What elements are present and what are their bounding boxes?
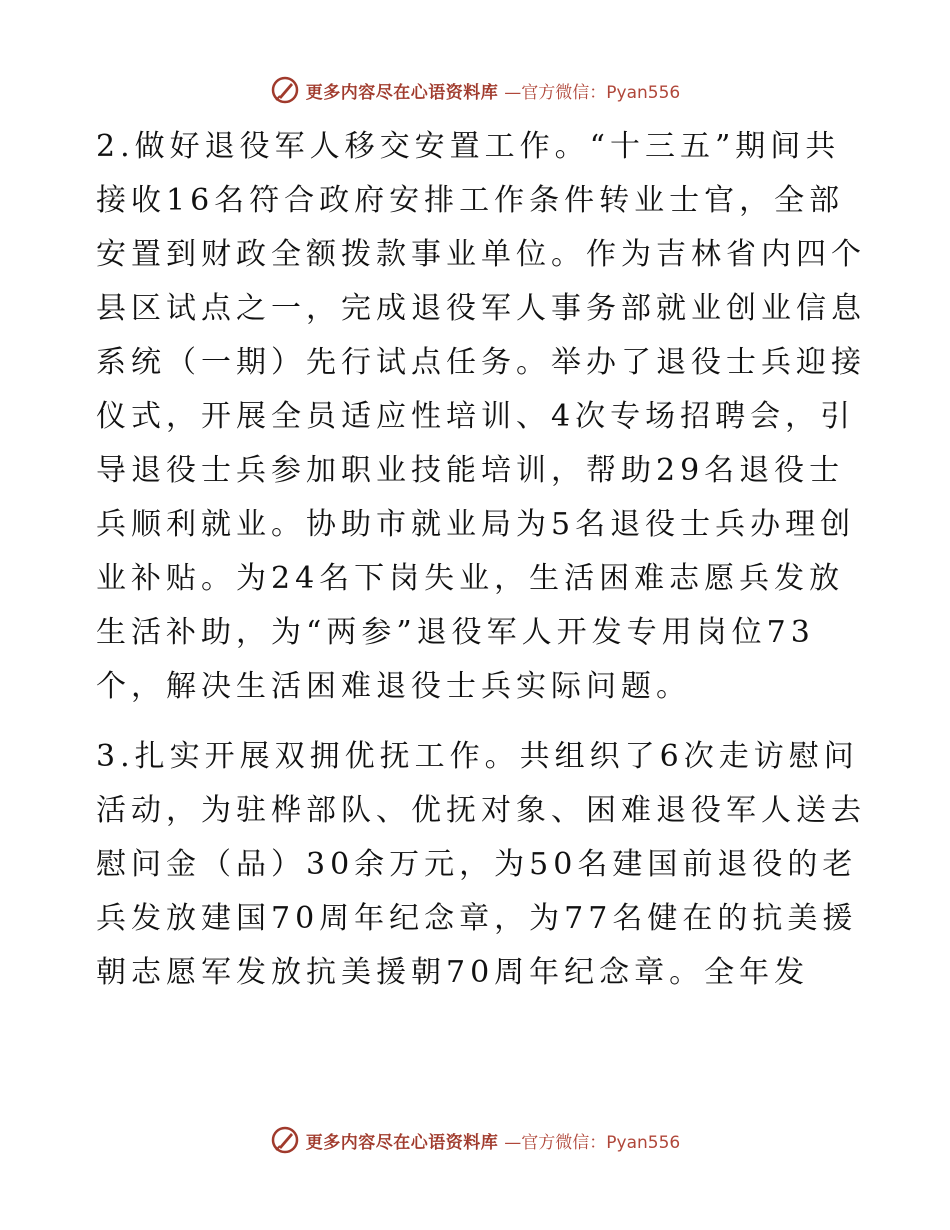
quill-logo-icon xyxy=(270,1125,300,1155)
watermark-wechat-text: —官方微信：Pyan556 xyxy=(504,82,681,103)
watermark-brand-text: 更多内容尽在心语资料库 xyxy=(305,82,499,103)
paragraph-resettlement: 2.做好退役军人移交安置工作。“十三五”期间共接收16名符合政府安排工作条件转业士官，全部安置到财政全额拨款事业单位。作为吉林省内四个县区试点之一，完成退役军人事务部就业创业信息系统（一期）先行试点任务。举办了退役士兵迎接仪式，开展全员适应性培训、4次专场招聘会，引导退役士兵参加职业技能培训，帮助29名退役士兵顺利就业。协助市就业局为5名退役士兵办理创业补贴。为24名下岗失业，生活困难志愿兵发放生活补助，为“两参”退役军人开发专用岗位73个，解决生活困难退役士兵实际问题。 xyxy=(96,129,866,704)
watermark-brand-text: 更多内容尽在心语资料库 xyxy=(305,1132,499,1153)
quill-logo-icon xyxy=(270,75,300,105)
footer-watermark xyxy=(0,1123,950,1157)
document-body xyxy=(96,120,866,1000)
paragraph-support-military: 3.扎实开展双拥优抚工作。共组织了6次走访慰问活动，为驻桦部队、优抚对象、困难退役军人送去慰问金（品）30余万元，为50名建国前退役的老兵发放建国70周年纪念章，为77名健在的抗美援朝志愿军发放抗美援朝70周年纪念章。全年发 xyxy=(96,739,866,990)
watermark-wechat-text: —官方微信：Pyan556 xyxy=(504,1132,681,1153)
header-watermark xyxy=(0,73,950,107)
